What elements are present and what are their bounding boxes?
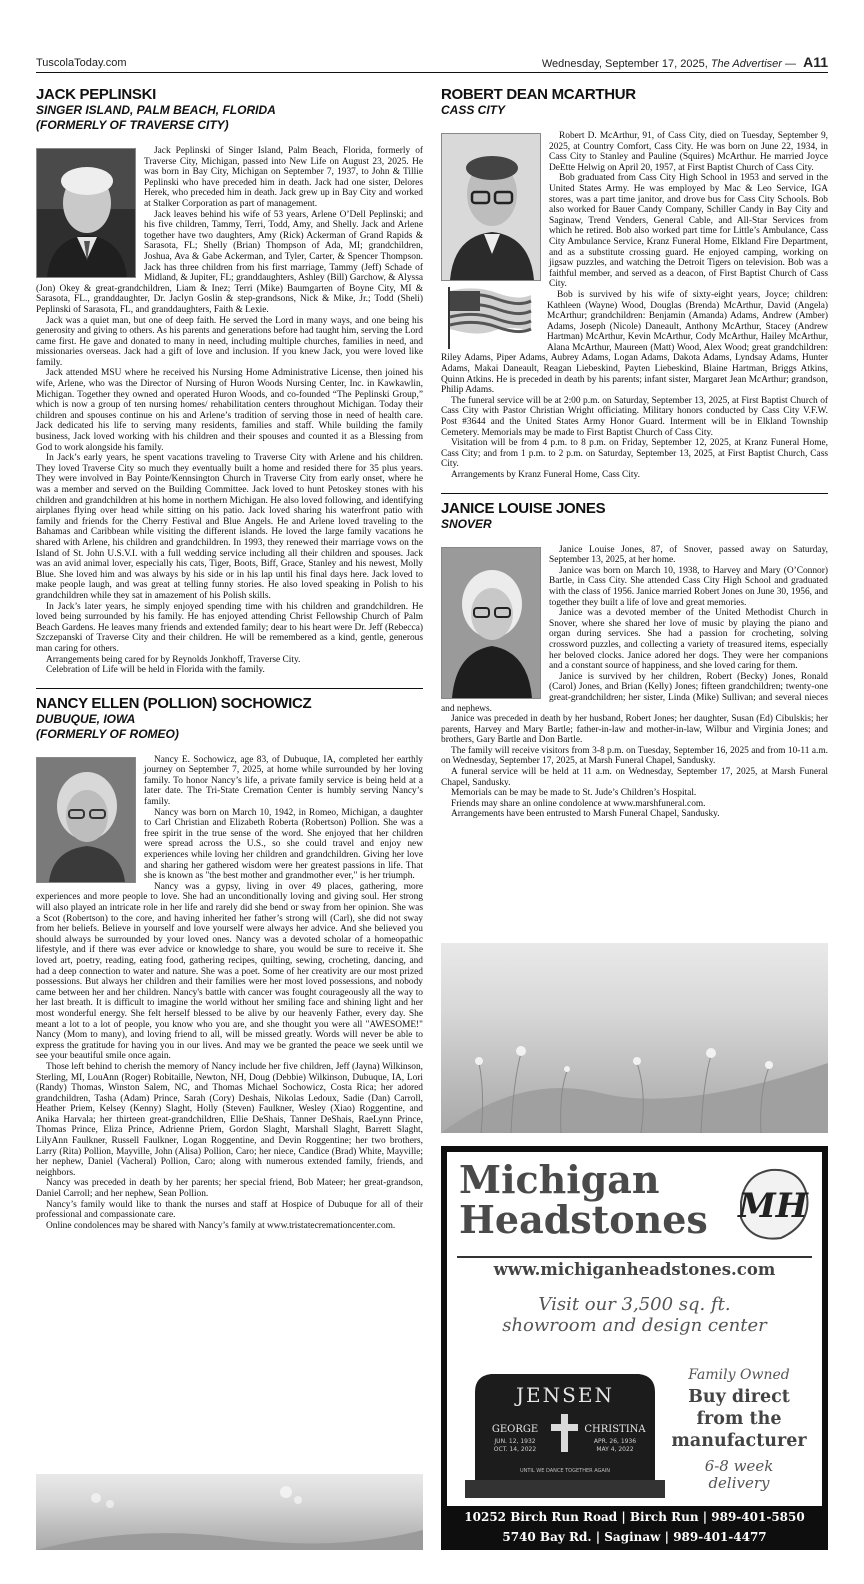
stone-left-date: OCT. 14, 2022	[493, 1446, 537, 1453]
obituary-paragraph: Janice is survived by her children, Robert (Becky) Jones, Ronald (Carol) Jones, and Brian (Kelly) Jones; fifteen grandchildren; twenty-one great-grandchildren; her sister, Linda (Mike) Sullivan; and several nieces and nephews.	[441, 671, 828, 714]
obituary-location: CASS CITY	[441, 103, 506, 117]
obituary-name: NANCY ELLEN (POLLION) SOCHOWICZ	[36, 694, 312, 712]
stone-left-date: JUN. 12, 1932	[494, 1438, 536, 1445]
ad-weeks-line: delivery	[708, 1474, 770, 1492]
obituary-paragraph: Online condolences may be shared with Nancy’s family at www.tristatecremationcenter.com.	[46, 1220, 396, 1231]
decorative-meadow-image	[441, 943, 828, 1133]
decorative-meadow-image	[36, 1474, 423, 1550]
ad-visit-line: Visit our 3,500 sq. ft.	[538, 1294, 731, 1315]
dateline-dash: —	[785, 58, 797, 70]
right-column	[441, 80, 828, 820]
obituary-paragraph: In Jack’s early years, he spent vacations traveling to Traverse City with Arlene and his children. They loved Traverse City so much they eventually built a home and resided there for 35 plus years. They were involved in Bay Pointe/Kennsington Church in Traverse City from early onset, where he was a member and served on the Building Committee. Jack loved to hunt Petoskey stones with his children and grandchildren at his home in northern Michigan. He also loved following, and identifying airplanes flying over head while sitting on his patio. Jack loved sharing his waterfront patio with family and friends for the Cherry Festival and Blue Angels. He and Arlene loved traveling to the Bahamas and Caribbean while visiting the different islands. He loved the large family vacations he shared with Arlene, his children and grandchildren. In 1993, they renewed their marriage vows on the Island of St. John U.S.V.I. with a full wedding service including all their children and spouses. Jack was an avid animal lover, especially his cats, Tiger, Boots, Biff, Grace, Stanley and his newest, Molly Blue. She loved him and was always by his side or in his lap until his final days here. Jack loved to make people laugh, and was great at telling funny stories. He also loved speaking in Polish to his grandchildren while they sat in amazement of his Polish skills.	[36, 453, 423, 601]
ad-visit-line: showroom and design center	[502, 1315, 767, 1336]
section-divider	[36, 688, 423, 689]
obituary-body	[36, 146, 423, 676]
obituary-nancy-sochowicz	[36, 695, 423, 1232]
portrait-photo	[36, 148, 136, 278]
header-rule	[36, 72, 828, 73]
obituary-paragraph: Janice was preceded in death by her husband, Robert Jones; her daughter, Susan (Ed) Cibulskis; her parents, Harvey and Mary Bartle; father-in-law and mother-in-law, Wilbur and Virginia Jones; and brothers, Gary Bartle and Don Bartle.	[441, 714, 828, 746]
ad-showroom-text	[447, 1294, 822, 1336]
stone-right-name: CHRISTINA	[584, 1424, 646, 1435]
publication-name: The Advertiser	[710, 58, 782, 70]
stone-left-name: GEORGE	[491, 1424, 539, 1435]
american-flag-icon	[445, 285, 533, 349]
portrait-photo	[441, 547, 541, 699]
obituary-paragraph: The family will receive visitors from 3-8 p.m. on Tuesday, September 16, 2025 and from 10-11 a.m. on Wednesday, September 17, 2025, at Marsh Funeral Chapel, Sandusky.	[441, 745, 828, 767]
obituary-paragraph: Jack attended MSU where he received his Nursing Home Administrative License, then joined his wife, Arlene, who was the Director of Nursing of Huron Woods Nursing Center, Inc. in Kawkawlin, Michigan. Together they owned and operated Huron Woods, and co-founded “The Peplinski Group,” which is now a group of ten nursing homes/ rehabilitation centers throughout Michigan. Today their children and spouses continue on his and Arlene’s tradition of serving those in need of health care. Jack dedicated his life to serving many residents, families and staff. While building the family business, Jack loved working with his children and their spouses and counted it as a Blessing from God to work alongside his family.	[36, 368, 423, 453]
obituary-paragraph: Nancy was preceded in death by her parents; her special friend, Bob Mateer; her great-grandson, Daniel Carroll; and her nephew, Sean Pollion.	[36, 1178, 423, 1200]
ad-buy-line: from the	[696, 1409, 782, 1429]
ad-panel	[447, 1152, 822, 1506]
obituary-robert-mcarthur	[441, 86, 828, 481]
section-divider	[441, 493, 828, 494]
headstone-illustration	[465, 1368, 665, 1498]
obituary-janice-jones	[441, 500, 828, 820]
ad-weeks-line: 6-8 week	[704, 1457, 774, 1475]
logo-monogram-text: MH	[738, 1186, 808, 1226]
stone-right-date: APR. 26, 1936	[593, 1438, 637, 1445]
obituary-paragraph: A funeral service will be held at 11 a.m. on Wednesday, September 17, 2025, at Marsh Funeral Chapel, Sandusky.	[441, 767, 828, 788]
obituary-name: JACK PEPLINSKI	[36, 86, 156, 103]
page-number: A11	[803, 54, 828, 70]
ad-website-link[interactable]: www.michiganheadstones.com	[493, 1260, 776, 1279]
ad-delivery-time	[664, 1458, 814, 1492]
ad-buy-direct	[664, 1386, 814, 1452]
obituary-paragraph: Arrangements by Kranz Funeral Home, Cass City.	[451, 470, 640, 480]
obituary-paragraph: Arrangements have been entrusted to Marsh Funeral Chapel, Sandusky.	[451, 809, 720, 820]
obituary-jack-peplinski	[36, 86, 423, 676]
ad-title-line: Michigan	[459, 1157, 660, 1202]
ad-title-line: Headstones	[459, 1197, 708, 1242]
obituary-paragraph: Visitation will be from 4 p.m. to 8 p.m. on Friday, September 12, 2025, at Kranz Funeral Home, Cass City; and from 1 p.m. to 2 p.m. on Saturday, September 13, 2025, at First Baptist Church, Cass City.	[441, 438, 828, 470]
obituary-paragraph: Nancy was born on March 10, 1942, in Romeo, Michigan, a daughter to Carl Christian and Elizabeth Roberta (Robertson) Pollion. She was a free spirit in the true sense of the word. She enjoyed that her children were spread across the U.S., so she could travel and enjoy new experiences while loving her children and grandchildren. Giving her love and sharing her gathered wisdom were her greatest passions in life. That she is known as "the best mother and grandmother ever," is her triumph.	[144, 807, 423, 882]
obituary-location: DUBUQUE, IOWA	[36, 711, 136, 726]
obituary-paragraph: Jack was a quiet man, but one of deep faith. He served the Lord in many ways, and one being his generosity and giving to others. As his parents and generations before had taught him, serving the Lord came first. He gave and donated to many in need, including multiple churches, families in need, and missionaries overseas. Jack had a gift of love and inclusion. If you knew Jack, you were loved like family.	[36, 315, 423, 368]
obituary-paragraph: Bob graduated from Cass City High School in 1953 and served in the United States Army. He was employed by Mac & Leo Service, IGA stores, was a part time janitor, and drove bus for Cass City Schools. Bob also worked for Bauer Candy Company, Schiller Candy in Bay City and Saginaw, Trend Venders, General Cable, and All-Star Services from which he retired. Bob also worked part time for Little’s Ambulance, Cass City Ambulance Service, Kranz Funeral Home, Elkland Fire Department, and as a substitute crossing guard. He enjoyed camping, working on jigsaw puzzles, and watching the Detroit Tigers on television. Bob was a faithful member, and served as a deacon, of First Baptist Church of Cass City.	[549, 173, 828, 290]
obituary-name: ROBERT DEAN MCARTHUR	[441, 86, 636, 103]
site-name: TuscolaToday.com	[36, 57, 127, 69]
stone-right-date: MAY 4, 2022	[596, 1446, 634, 1453]
ad-buy-line: manufacturer	[671, 1431, 807, 1451]
obituary-paragraph: Celebration of Life will be held in Florida with the family.	[46, 665, 265, 676]
obituary-paragraph: Janice was a devoted member of the United Methodist Church in Snover, where she shared her love of music by playing the piano and organ during services. She had a passion for crocheting, solving crossword puzzles, and collecting a variety of treasured items, especially her beloved clocks. Janice adored her dogs. They were her companions and a constant source of happiness, and she loved caring for them.	[549, 608, 828, 672]
obituary-location: SINGER ISLAND, PALM BEACH, FLORIDA	[36, 103, 276, 117]
issue-date: Wednesday, September 17, 2025,	[541, 58, 708, 70]
ad-buy-line: Buy direct	[688, 1387, 790, 1407]
obituary-former-location: (FORMERLY OF ROMEO)	[36, 726, 179, 741]
obituary-name: JANICE LOUISE JONES	[441, 499, 606, 517]
ad-brand-title	[459, 1157, 708, 1242]
obituary-paragraph: In Jack’s later years, he simply enjoyed spending time with his children and grandchildren. He loved being surrounded by his family. He has enjoyed attending Christ Fellowship Church of Palm Beach Gardens. He leaves many friends and extended family; dear to his heart were Dr. Jeff (Rebecca) Szczepanski of Traverse City and their children. He will be remembered as a kind, gentle, generous man caring for others.	[36, 601, 423, 654]
ad-address-birch-run: 10252 Birch Run Road | Birch Run | 989-401-5850	[464, 1510, 805, 1524]
obituary-paragraph: Memorials can be may be made to St. Jude’s Children’s Hospital.	[451, 788, 697, 799]
obituary-body	[36, 755, 423, 1232]
page-dateline	[542, 54, 828, 70]
obituary-paragraph: Arrangements being cared for by Reynolds Jonkhoff, Traverse City.	[46, 654, 301, 665]
ad-address-saginaw: 5740 Bay Rd. | Saginaw | 989-401-4477	[502, 1530, 767, 1544]
mh-monogram-logo-icon	[731, 1162, 815, 1246]
ad-rule	[457, 1256, 812, 1258]
obituary-paragraph: Nancy’s family would like to thank the nurses and staff at Hospice of Dubuque for all of their professional and compassionate care.	[36, 1199, 423, 1221]
portrait-photo	[36, 757, 136, 883]
obituary-paragraph: Nancy was a gypsy, living in over 49 places, gathering, more experiences and more people to love. She had an unconditionally loving and giving soul. Her strong will also played an intricate role in her life and rarely did she bend or sway from her opinion. She was a Scot (Robertson) to the core, and having inherited her father’s strong will (Carl), she did not sway from her beliefs. Believe in yourself and love yourself were always her advice. And she believed you should always be surrounded by your loved ones. Nancy was a devoted scholar of a homeopathic lifestyle, and if there was ever advice or knowledge to share, you would be sure to receive it. She loved art, poetry, reading, eating food, gathering recipes, quilting, sewing, crocheting, dancing, and had a deep connection to water and nature. She was a poet. Some of her creativity are our most prized possessions. But always her children and their families were her most loved possessions, and nobody came between her and her children. Nancy's battle with cancer was fought courageously all the way to her last breath. It is difficult to imagine the world without her smiling face and shining light and her most wonderful energy. She felt herself blessed to be alive by our heavenly Father, every day. She meant a lot to a lot of people, you know who you are, and she thought you were all "AWESOME!" Nancy (Mom to many), and loving friend to all, will be missed greatly. Words will never be able to express the gratitude for having you in our lives. And may we be granted the peace we seek until we see your beautiful smile once again.	[36, 881, 423, 1062]
obituary-paragraph: Those left behind to cherish the memory of Nancy include her five children, Jeff (Jayna) Wilkinson, Sterling, MI, LouAnn (Roger) Robitaille, Newton, NH, Doug (Debbie) Wilkinson, Dubuque, IA, Lori (Randy) Thomas, Winston Salem, NC, and Thomas Michael Sochowicz, Costa Rica; her adored grandchildren, Tasha (Adam) Prince, Sarah (Cory) Deshais, Nikolas Ledoux, Sadie (Dan) Carroll, Heather Priem, Kelsey (Kenny) Slaght, Holly (Steven) Faulkner, Wesley (Xiao) Roggentine, and Anika Harvala; her thirteen great-grandchildren, Ellie DeShais, Tanner DeShais, RaeLynn Prince, Thomas Prince, Eliza Prince, Adrienne Priem, Gordon Slaght, Marshall Slaght, Barrett Slaght, LilyAnn Faulkner, Russell Faulkner, Logan Roggentine, and Devin Roggentine; her two brothers, Larry (Rita) Pollion, Mayville, John (Alisa) Pollion, Caro; her niece, Candice (Brad) White, Mayville; her nephew, Daniel (Vacheral) Pollion, Caro; along with numerous extended family, friends, and neighbors.	[36, 1061, 423, 1178]
obituary-paragraph: Janice was born on March 10, 1938, to Harvey and Mary (O’Connor) Bartle, in Cass City. She attended Cass City High School and graduated with the class of 1956. Janice married Robert Jones on June 30, 1956, and together they built a life of love and great memories.	[549, 565, 828, 608]
obituary-former-location: (FORMERLY OF TRAVERSE CITY)	[36, 118, 229, 132]
left-column	[36, 80, 423, 1231]
stone-epitaph: UNTIL WE DANCE TOGETHER AGAIN	[519, 1468, 611, 1474]
obituary-paragraph: Jack Peplinski of Singer Island, Palm Beach, Florida, formerly of Traverse City, Michigan, passed into New Life on August 23, 2025. He was born in Bay City, Michigan on September 7, 1937, to John & Tillie Peplinski who have preceded him in death. Jack had one sister, Delores Herek, who preceded him in death. Jack grew up in Bay City and worked at Stalker Corporation as part of management.	[144, 146, 423, 209]
portrait-photo	[441, 133, 541, 281]
obituary-location: SNOVER	[441, 516, 492, 531]
obituary-body	[441, 545, 828, 820]
obituary-paragraph: Nancy E. Sochowicz, age 83, of Dubuque, IA, completed her earthly journey on September 7, 2025, at home while surrounded by her loving family. To honor Nancy’s life, a private family service is being held at a later date. The Tri-State Cremation Center is humbly serving Nancy’s family.	[144, 754, 423, 808]
obituary-paragraph: The funeral service will be at 2:00 p.m. on Saturday, September 13, 2025, at First Baptist Church of Cass City with Pastor Christian Wright officiating. Military honors conducted by Cass City V.F.W. Post #3644 and the United States Army Honor Guard. Interment will be in Elkland Township Cemetery. Memorials may be made to First Baptist Church of Cass City.	[441, 395, 828, 438]
obituary-paragraph: Janice Louise Jones, 87, of Snover, passed away on Saturday, September 13, 2025, at her home.	[549, 544, 828, 566]
michigan-headstones-ad	[441, 1146, 828, 1550]
obituary-paragraph: Bob is survived by his wife of sixty-eight years, Joyce; children: Kathleen (Wayne) Wood, Douglas (Brenda) McArthur, David (Angela) McArthur; grandchildren: Benjamin (Amanda) Adams, Andrew (Amber) Adams, Joseph (Nicole) Daneault, Anthony McArthur, Stacey (Andrew Hartman) McArthur, Kevin McArthur, Cody McArthur, Hailey McArthur, Alana McArthur, Maureen (Matt) Wood, Alex Wood; great grandchildren: Riley Adams, Piper Adams, Aubrey Adams, Logan Adams, Dakota Adams, Lyndsay Adams, Hunter Adams, Makai Daneault, Reagan Liebeskind, Payten Liebeskind, Blaine Hartman, Briggs Atkins, Quinn Atkins. He is preceded in death by his parents; infant sister, Margaret Jean McArthur; grandson, Philip Adams.	[441, 289, 828, 396]
obituary-paragraph: Jack leaves behind his wife of 53 years, Arlene O’Dell Peplinski; and his five children, Tammy, Terri, Todd, Amy, and Shelly. Jack and Arlene together have two daughters, Amy (Rick) Ackerman of Grand Rapids & Sarasota, FL; Shelly (Brian) Thompson of Ada, MI; grandchildren, Joshua, Ava & Gabe Ackerman, and Tyler, Carter, & Spencer Thompson. Jack has three children from his first marriage, Tammy (Jeff) Schade of Midland, & Jupiter, FL; granddaughters, Ashley (Bill) Garchow, & Alyssa (Jon) Okey & great-grandchildren, Liam & Inez; Terri (Mike) Baumgarten of Boyne City, MI & Sarasota, FL., granddaughter, Dr. Jaclyn Goslin & step-grandsons, Nick & Mike, Jr.; Todd (Sheli) Peplinski of Sarasota, FL, and granddaughters, Faith & Lexie.	[36, 209, 423, 315]
obituary-paragraph: Friends may share an online condolence at www.marshfuneral.com.	[451, 798, 706, 809]
obituary-body	[441, 131, 828, 481]
obituary-paragraph: Robert D. McArthur, 91, of Cass City, died on Tuesday, September 9, 2025, at Country Comfort, Cass City. He was born on June 22, 1934, in Cass City to Stanley and Pauline (Squires) McArthur. He married Joyce DeEtte Helwig on April 20, 1957, at First Baptist Church of Cass City.	[549, 131, 828, 173]
stone-family-name: JENSEN	[516, 1383, 614, 1407]
ad-family-owned: Family Owned	[688, 1367, 790, 1383]
